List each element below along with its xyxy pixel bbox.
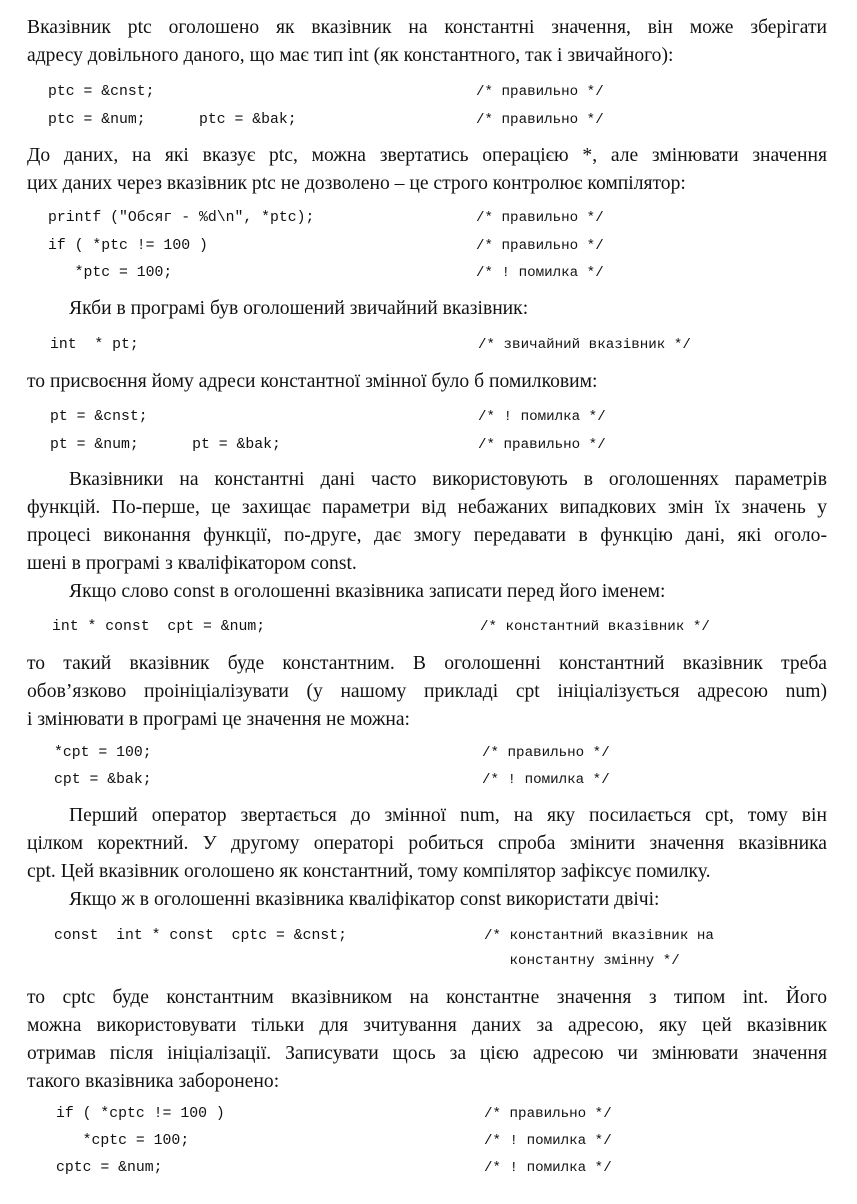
code-line: ptc = &num; ptc = &bak;	[48, 112, 297, 128]
text-line: адресу довільного даного, що має тип int (як константного, так і звичайного):	[27, 45, 674, 66]
paragraph	[27, 14, 827, 70]
code-line: int * const cpt = &num;	[52, 619, 266, 635]
code-line: *cpt = 100;	[54, 745, 152, 761]
code-comment: /* ! помилка */	[478, 409, 606, 425]
text-line: Перший оператор звертається до змінної num, на яку посилається cpt, тому він	[69, 805, 827, 826]
text-line: можна використовувати тільки для зчитування даних за адресою, яку цей вказівник	[27, 1015, 827, 1036]
text-line: Якщо слово const в оголошенні вказівника записати перед його іменем:	[69, 581, 666, 602]
paragraph	[27, 802, 827, 914]
code-line: if ( *cptc != 100 )	[56, 1106, 225, 1122]
code-line: cptc = &num;	[56, 1160, 163, 1176]
paragraph	[27, 295, 827, 323]
text-line: Якби в програмі був оголошений звичайний вказівник:	[69, 298, 529, 319]
code-line: pt = &num; pt = &bak;	[50, 437, 281, 453]
code-comment: /* правильно */	[476, 238, 604, 254]
text-line: то cptc буде константним вказівником на константне значення з типом int. Його	[27, 987, 827, 1008]
code-line: *ptc = 100;	[48, 265, 173, 281]
text-line: такого вказівника заборонено:	[27, 1071, 280, 1092]
code-comment: /* правильно */	[482, 745, 610, 761]
paragraph	[27, 368, 827, 396]
text-line: шені в програмі з кваліфікатором const.	[27, 553, 357, 574]
code-line: printf ("Обсяг - %d\n", *ptc);	[48, 210, 315, 226]
code-comment: константну змінну */	[484, 953, 680, 969]
code-comment: /* правильно */	[476, 84, 604, 100]
paragraph	[27, 466, 827, 606]
text-line: процесі виконання функції, по-друге, дає змогу передавати в функцію дані, які оголо-	[27, 525, 827, 546]
paragraph	[27, 984, 827, 1096]
paragraph	[27, 650, 827, 734]
code-comment: /* правильно */	[476, 112, 604, 128]
code-line: *cptc = 100;	[56, 1133, 190, 1149]
text-line: цих даних через вказівник ptc не дозволено – це строго контролює компілятор:	[27, 173, 686, 194]
code-line: const int * const cptc = &cnst;	[54, 928, 348, 944]
text-line: обов’язково проініціалізувати (у нашому прикладі cpt ініціалізується адресою num)	[27, 681, 827, 702]
code-comment: /* константний вказівник */	[480, 619, 710, 635]
code-line: int * pt;	[50, 337, 139, 353]
text-line: функцій. По-перше, це захищає параметри від небажаних випадкових змін їх значень у	[27, 497, 827, 518]
paragraph	[27, 142, 827, 198]
code-comment: /* правильно */	[478, 437, 606, 453]
text-line: то присвоєння йому адреси константної змінної було б помилковим:	[27, 371, 598, 392]
code-comment: /* правильно */	[484, 1106, 612, 1122]
code-line: pt = &cnst;	[50, 409, 148, 425]
code-comment: /* ! помилка */	[482, 772, 610, 788]
code-line: if ( *ptc != 100 )	[48, 238, 208, 254]
text-line: cpt. Цей вказівник оголошено як константний, тому компілятор зафіксує помилку.	[27, 861, 711, 882]
code-comment: /* ! помилка */	[476, 265, 604, 281]
code-line: cpt = &bak;	[54, 772, 152, 788]
code-comment: /* звичайний вказівник */	[478, 337, 691, 353]
text-line: Якщо ж в оголошенні вказівника кваліфікатор const використати двічі:	[69, 889, 660, 910]
text-line: До даних, на які вказує ptc, можна звертатись операцією *, але змінювати значення	[27, 145, 827, 166]
code-comment: /* ! помилка */	[484, 1160, 612, 1176]
text-line: цілком коректний. У другому операторі робиться спроба змінити значення вказівника	[27, 833, 827, 854]
text-line: і змінювати в програмі це значення не можна:	[27, 709, 411, 730]
text-line: то такий вказівник буде константним. В оголошенні константний вказівник треба	[27, 653, 827, 674]
code-comment: /* правильно */	[476, 210, 604, 226]
text-line: Вказівник ptc оголошено як вказівник на константні значення, він може зберігати	[27, 17, 827, 38]
code-comment: /* константний вказівник на	[484, 928, 714, 944]
text-line: отримав після ініціалізації. Записувати щось за цією адресою чи змінювати значення	[27, 1043, 827, 1064]
code-line: ptc = &cnst;	[48, 84, 155, 100]
text-line: Вказівники на константні дані часто використовують в оголошеннях параметрів	[69, 469, 827, 490]
code-comment: /* ! помилка */	[484, 1133, 612, 1149]
